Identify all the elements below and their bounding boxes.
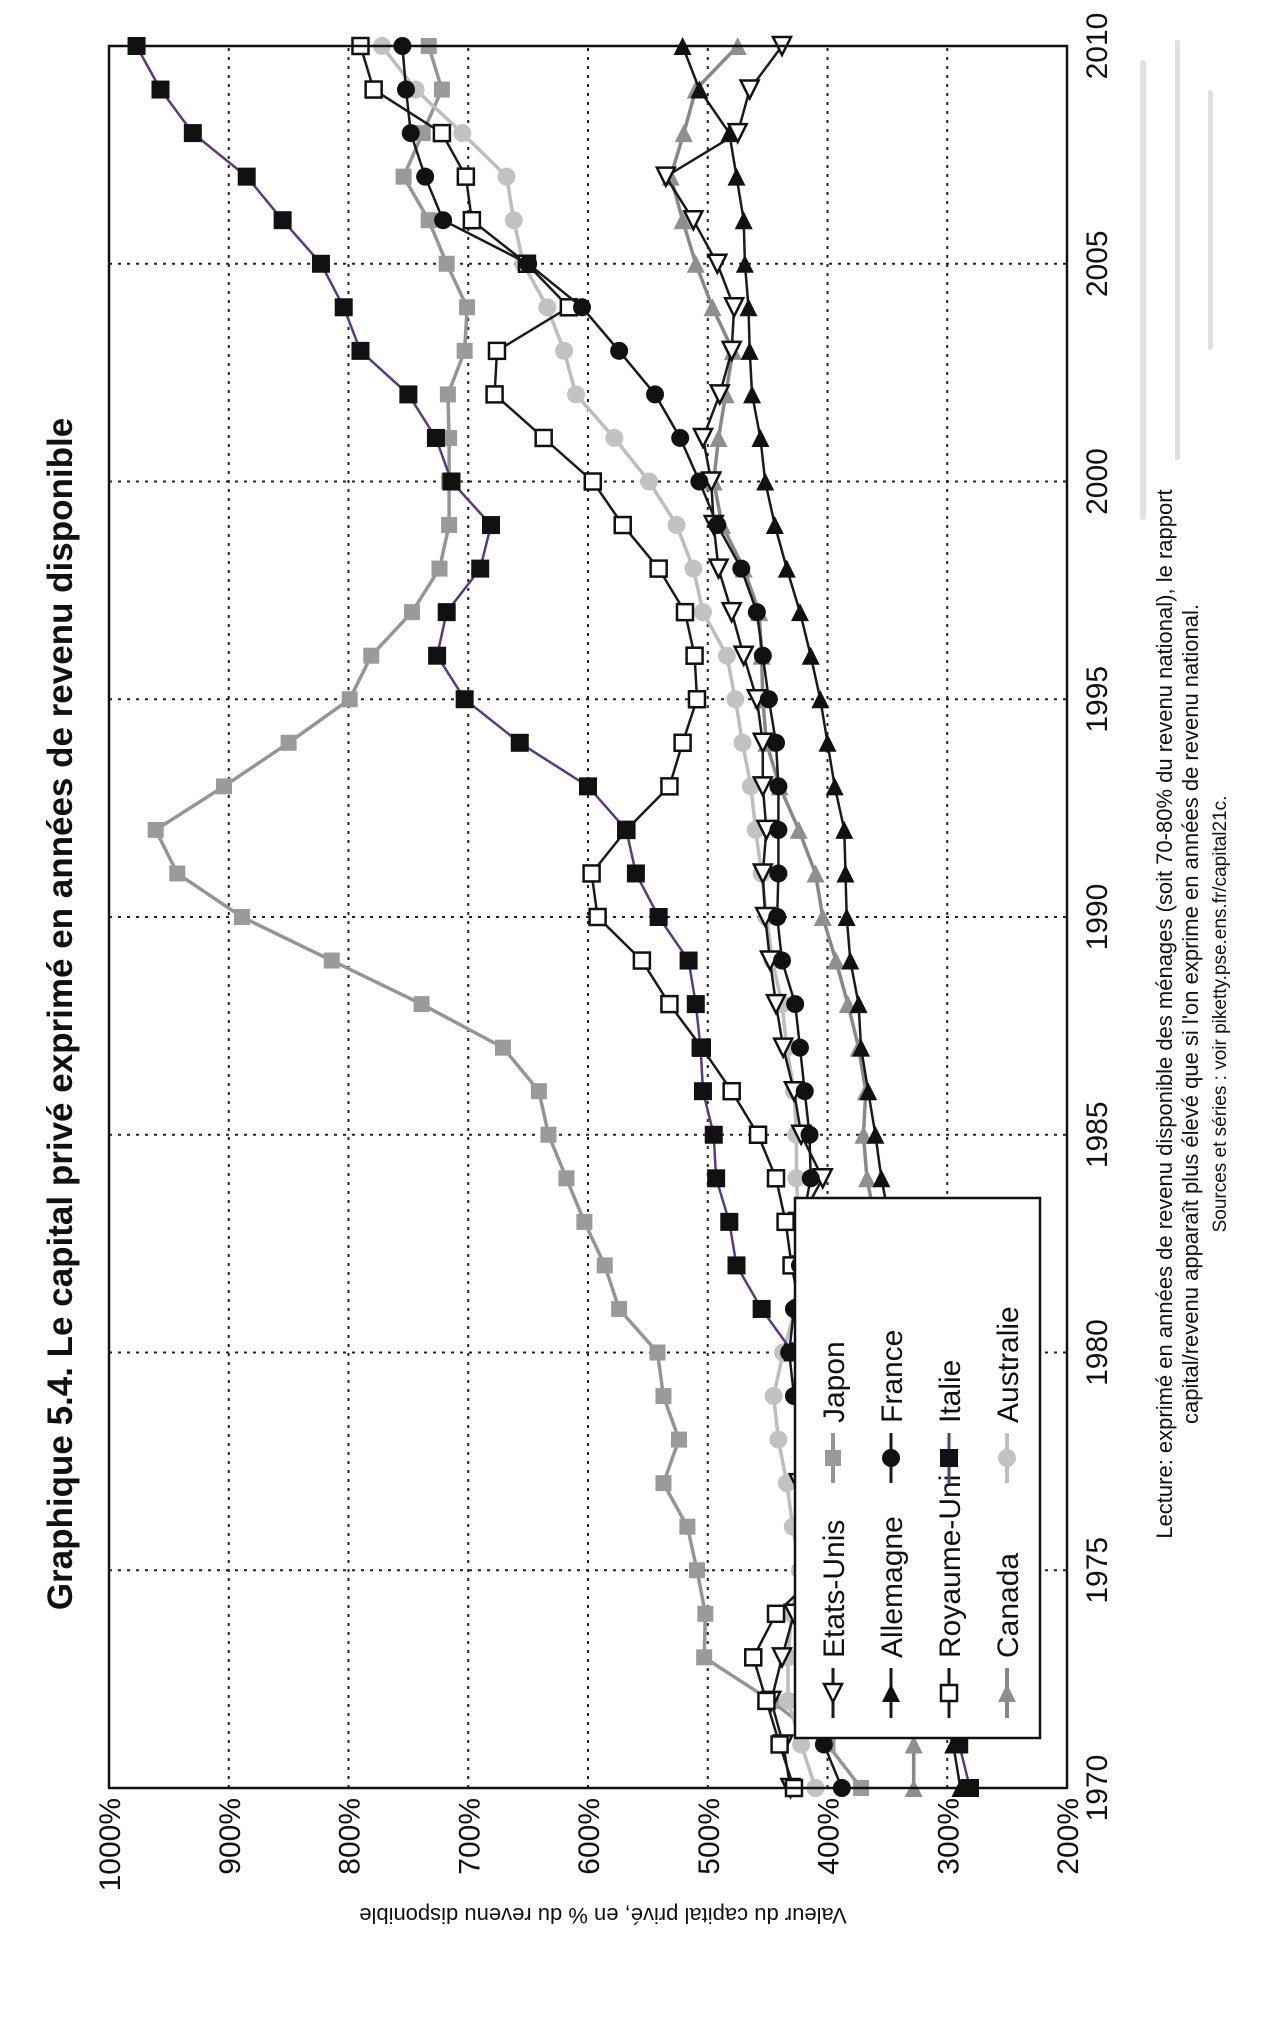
point-italie [184, 124, 202, 142]
point-royaume-uni [651, 561, 667, 577]
y-tick-label: 200% [1052, 1798, 1085, 1875]
y-tick-label: 400% [812, 1798, 846, 1875]
point-royaume-uni [434, 125, 450, 141]
legend-marker-australie [998, 1449, 1016, 1467]
point-japon [342, 691, 358, 707]
point-japon [441, 517, 457, 533]
point-japon [696, 1649, 712, 1665]
point-royaume-uni [536, 430, 552, 446]
y-tick-label: 500% [692, 1798, 726, 1875]
point-royaume-uni [675, 735, 691, 751]
point-australie [733, 734, 751, 752]
legend-label-italie: Italie [934, 1359, 967, 1423]
x-tick-label: 1985 [1081, 1101, 1114, 1169]
point-etats-unis [694, 429, 712, 447]
point-japon [649, 1345, 665, 1361]
point-japon [234, 909, 250, 925]
chart-title: Graphique 5.4. Le capital privé exprimé en années de revenu disponible [41, 417, 80, 1611]
point-japon [689, 1562, 705, 1578]
point-japon [363, 648, 379, 664]
point-royaume-uni [489, 343, 505, 359]
point-france [708, 516, 726, 534]
point-italie [617, 821, 635, 839]
point-italie [511, 734, 529, 752]
point-australie [769, 1431, 787, 1449]
point-allemagne [872, 1169, 890, 1187]
point-royaume-uni [366, 82, 382, 98]
point-allemagne [835, 821, 853, 839]
point-royaume-uni [487, 386, 503, 402]
x-tick-label: 2010 [1081, 12, 1114, 80]
point-canada [807, 864, 825, 882]
point-italie [727, 1256, 745, 1274]
point-japon [216, 778, 232, 794]
x-tick-label: 1990 [1081, 883, 1114, 951]
point-france [519, 255, 537, 273]
point-australie [718, 647, 736, 665]
point-canada [704, 298, 722, 316]
background-handwriting [1140, 40, 1213, 520]
point-japon [440, 386, 456, 402]
point-australie [453, 124, 471, 142]
y-tick-label: 300% [932, 1798, 966, 1875]
point-royaume-uni [745, 1649, 761, 1665]
point-italie [428, 647, 446, 665]
point-canada [790, 821, 808, 839]
point-france [573, 298, 591, 316]
point-france [732, 560, 750, 578]
point-france [768, 908, 786, 926]
point-etats-unis [723, 603, 741, 621]
point-japon [597, 1257, 613, 1273]
point-france [769, 777, 787, 795]
point-etats-unis [735, 647, 753, 665]
y-tick-label: 900% [213, 1798, 247, 1875]
point-japon [414, 996, 430, 1012]
point-japon [611, 1301, 627, 1317]
point-italie [579, 777, 597, 795]
reading-note-line-2: capital/revenu apparaît plus élevé que si l'on exprime en années de revenu national. [1178, 604, 1203, 1424]
point-japon [439, 256, 455, 272]
point-royaume-uni [768, 1606, 784, 1622]
point-japon [697, 1606, 713, 1622]
point-royaume-uni [661, 778, 677, 794]
point-japon [655, 1475, 671, 1491]
point-japon [679, 1519, 695, 1535]
point-etats-unis [710, 560, 728, 578]
point-royaume-uni [689, 691, 705, 707]
point-japon [396, 169, 412, 185]
point-japon [531, 1083, 547, 1099]
point-italie [399, 385, 417, 403]
point-royaume-uni [585, 474, 601, 490]
point-france [760, 690, 778, 708]
point-allemagne [735, 211, 753, 229]
point-allemagne [841, 952, 859, 970]
point-italie [274, 211, 292, 229]
point-japon [432, 561, 448, 577]
point-italie [753, 1300, 771, 1318]
point-allemagne [811, 690, 829, 708]
point-japon [148, 822, 164, 838]
point-italie [705, 1126, 723, 1144]
series-line-japon [156, 46, 861, 1788]
point-france [796, 1082, 814, 1100]
y-tick-label: 1000% [94, 1798, 127, 1892]
legend [795, 1198, 1040, 1738]
point-italie [694, 1082, 712, 1100]
point-allemagne [836, 864, 854, 882]
point-australie [694, 603, 712, 621]
point-australie [668, 516, 686, 534]
point-japon [169, 865, 185, 881]
point-royaume-uni [772, 1736, 788, 1752]
x-tick-label: 1975 [1081, 1536, 1114, 1604]
point-france [748, 603, 766, 621]
point-italie [482, 516, 500, 534]
point-france [646, 385, 664, 403]
point-australie [726, 690, 744, 708]
point-allemagne [819, 734, 837, 752]
point-japon [457, 343, 473, 359]
point-royaume-uni [758, 1693, 774, 1709]
point-japon [324, 953, 340, 969]
point-australie [605, 429, 623, 447]
point-allemagne [866, 1126, 884, 1144]
point-japon [281, 735, 297, 751]
y-tick-label: 600% [573, 1798, 606, 1875]
point-france [773, 952, 791, 970]
legend-marker-italie [940, 1449, 958, 1467]
y-axis-label: Valeur du capital privé, en % du revenu disponible [359, 1903, 847, 1928]
point-canada [675, 124, 693, 142]
x-tick-label: 1995 [1081, 665, 1114, 733]
point-japon [459, 299, 475, 315]
point-italie [427, 429, 445, 447]
legend-label-canada: Canada [992, 1552, 1025, 1658]
point-australie [498, 168, 516, 186]
point-france [801, 1126, 819, 1144]
point-france [786, 995, 804, 1013]
point-royaume-uni [590, 909, 606, 925]
point-australie [567, 385, 585, 403]
point-france [610, 342, 628, 360]
point-italie [438, 603, 456, 621]
point-royaume-uni [634, 953, 650, 969]
point-france [791, 1039, 809, 1057]
x-tick-label: 2000 [1081, 448, 1114, 515]
point-royaume-uni [677, 604, 693, 620]
legend-label-etats-unis: Etats-Unis [818, 1519, 851, 1658]
y-tick-label: 700% [453, 1798, 487, 1875]
point-australie [555, 342, 573, 360]
point-italie [456, 690, 474, 708]
point-royaume-uni [458, 169, 474, 185]
point-allemagne [743, 385, 761, 403]
point-japon [576, 1214, 592, 1230]
point-japon [558, 1170, 574, 1186]
point-japon [404, 604, 420, 620]
point-italie [238, 168, 256, 186]
point-italie [692, 1039, 710, 1057]
point-allemagne [741, 342, 759, 360]
point-france [767, 734, 785, 752]
point-allemagne [802, 647, 820, 665]
point-japon [495, 1040, 511, 1056]
point-royaume-uni [724, 1083, 740, 1099]
point-france [434, 211, 452, 229]
point-italie [471, 560, 489, 578]
sources-note: Sources et séries : voir piketty.pse.ens.fr/capital21c. [1210, 795, 1231, 1233]
point-france [690, 473, 708, 491]
x-tick-label: 1970 [1081, 1754, 1114, 1822]
point-france [769, 821, 787, 839]
point-canada [858, 1169, 876, 1187]
legend-label-japon: Japon [818, 1341, 851, 1423]
point-france [802, 1169, 820, 1187]
rotated-page [41, 13, 1231, 1928]
point-australie [765, 1387, 783, 1405]
point-japon [434, 82, 450, 98]
point-italie [687, 995, 705, 1013]
point-royaume-uni [750, 1127, 766, 1143]
point-royaume-uni [615, 517, 631, 533]
point-japon [671, 1432, 687, 1448]
point-royaume-uni [687, 648, 703, 664]
point-italie [650, 908, 668, 926]
point-canada [710, 429, 728, 447]
point-italie [312, 255, 330, 273]
point-canada [827, 952, 845, 970]
point-italie [351, 342, 369, 360]
point-australie [684, 560, 702, 578]
point-italie [151, 81, 169, 99]
point-allemagne [736, 255, 754, 273]
point-italie [335, 298, 353, 316]
y-axis-ticks [94, 1798, 1085, 1891]
y-tick-label: 800% [333, 1798, 367, 1875]
point-italie [442, 473, 460, 491]
x-tick-label: 2005 [1081, 230, 1114, 298]
point-allemagne [751, 429, 769, 447]
point-royaume-uni [778, 1214, 794, 1230]
point-france [769, 864, 787, 882]
point-allemagne [727, 168, 745, 186]
point-italie [707, 1169, 725, 1187]
legend-label-australie: Australie [992, 1306, 1025, 1423]
point-allemagne [766, 516, 784, 534]
point-etats-unis [725, 298, 743, 316]
legend-label-france: France [876, 1329, 909, 1423]
point-france [416, 168, 434, 186]
legend-label-royaume-uni: Royaume-Uni [934, 1474, 967, 1658]
point-australie [538, 298, 556, 316]
point-allemagne [791, 603, 809, 621]
point-japon [655, 1388, 671, 1404]
point-france [402, 124, 420, 142]
legend-marker-japon [825, 1450, 841, 1466]
x-tick-label: 1980 [1081, 1319, 1114, 1386]
point-royaume-uni [661, 996, 677, 1012]
point-france [397, 81, 415, 99]
point-allemagne [778, 560, 796, 578]
legend-label-allemagne: Allemagne [876, 1516, 909, 1658]
point-japon [540, 1127, 556, 1143]
point-royaume-uni [768, 1170, 784, 1186]
point-australie [640, 473, 658, 491]
point-italie [627, 864, 645, 882]
legend-marker-france [882, 1449, 900, 1467]
point-royaume-uni [584, 865, 600, 881]
point-italie [680, 952, 698, 970]
reading-note-line-1: Lecture: exprimé en années de revenu disponible des ménages (soit 70-80% du revenu national), le rapport [1152, 489, 1177, 1539]
point-france [754, 647, 772, 665]
point-australie [505, 211, 523, 229]
point-france [671, 429, 689, 447]
point-canada [687, 255, 705, 273]
point-etats-unis [741, 81, 759, 99]
point-italie [720, 1213, 738, 1231]
legend-marker-royaume-uni [941, 1685, 957, 1701]
x-axis-ticks [1081, 13, 1114, 1822]
point-royaume-uni [464, 212, 480, 228]
